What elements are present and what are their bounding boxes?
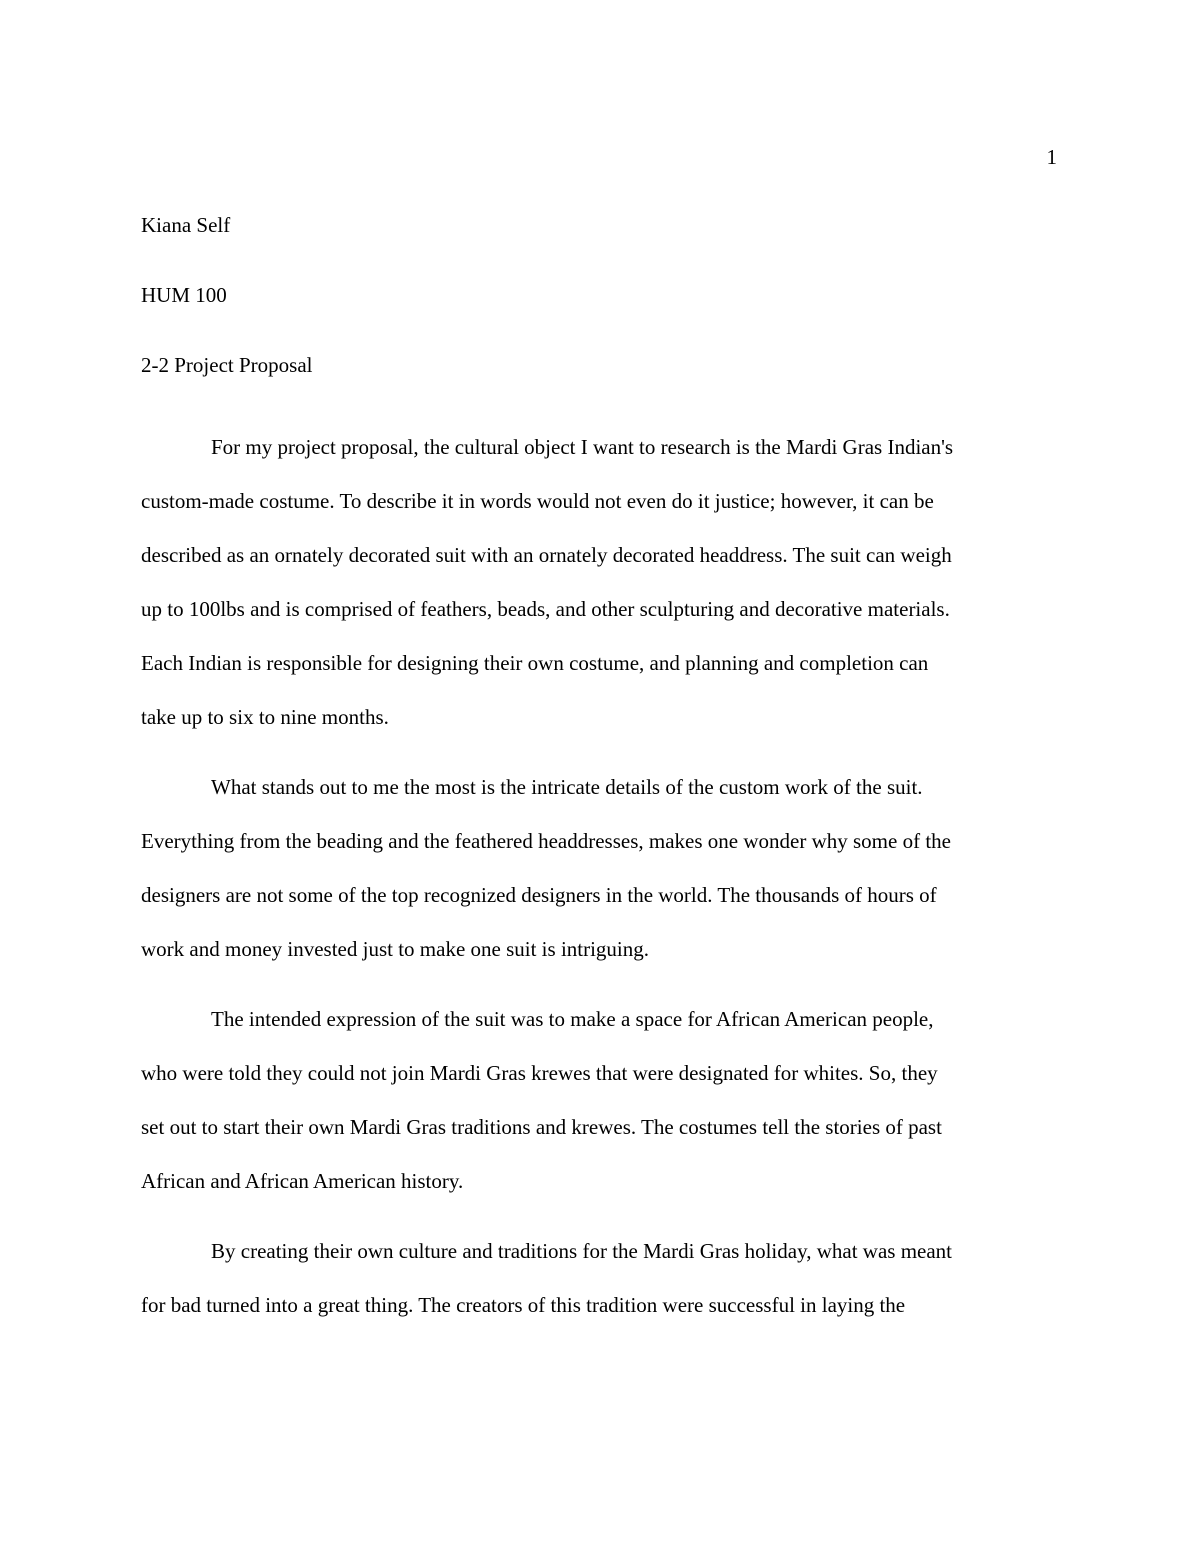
page-number: 1 (1046, 145, 1057, 169)
paragraph-line: Everything from the beading and the feathered headdresses, makes one wonder why some of the (141, 829, 951, 853)
paragraph-line: work and money invested just to make one suit is intriguing. (141, 937, 650, 961)
paragraph-line: What stands out to me the most is the intricate details of the custom work of the suit. (211, 775, 923, 799)
paragraph-line: For my project proposal, the cultural object I want to research is the Mardi Gras Indian's (211, 435, 954, 459)
paragraph-line: take up to six to nine months. (141, 705, 389, 729)
paragraph-1 (141, 420, 1061, 744)
assignment-title: 2-2 Project Proposal (141, 353, 313, 377)
paragraph-line: The intended expression of the suit was to make a space for African American people, (211, 1007, 934, 1031)
paragraph-3 (141, 992, 1061, 1208)
paragraph-line: African and African American history. (141, 1169, 464, 1193)
document-body (141, 210, 1061, 1348)
author-name: Kiana Self (141, 213, 231, 237)
paragraph-4 (141, 1224, 1061, 1332)
paragraph-line: set out to start their own Mardi Gras traditions and krewes. The costumes tell the stories of past (141, 1115, 942, 1139)
paragraph-line: up to 100lbs and is comprised of feathers, beads, and other sculpturing and decorative materials. (141, 597, 950, 621)
paragraph-line: described as an ornately decorated suit with an ornately decorated headdress. The suit can weigh (141, 543, 952, 567)
paragraph-line: who were told they could not join Mardi Gras krewes that were designated for whites. So, they (141, 1061, 938, 1085)
paragraph-line: for bad turned into a great thing. The creators of this tradition were successful in laying the (141, 1293, 906, 1317)
paragraph-line: custom-made costume. To describe it in words would not even do it justice; however, it can be (141, 489, 934, 513)
paragraph-line: Each Indian is responsible for designing their own costume, and planning and completion can (141, 651, 929, 675)
course-code: HUM 100 (141, 283, 227, 307)
paragraph-2 (141, 760, 1061, 976)
paragraph-line: designers are not some of the top recognized designers in the world. The thousands of hours of (141, 883, 937, 907)
paragraph-line: By creating their own culture and traditions for the Mardi Gras holiday, what was meant (211, 1239, 953, 1263)
